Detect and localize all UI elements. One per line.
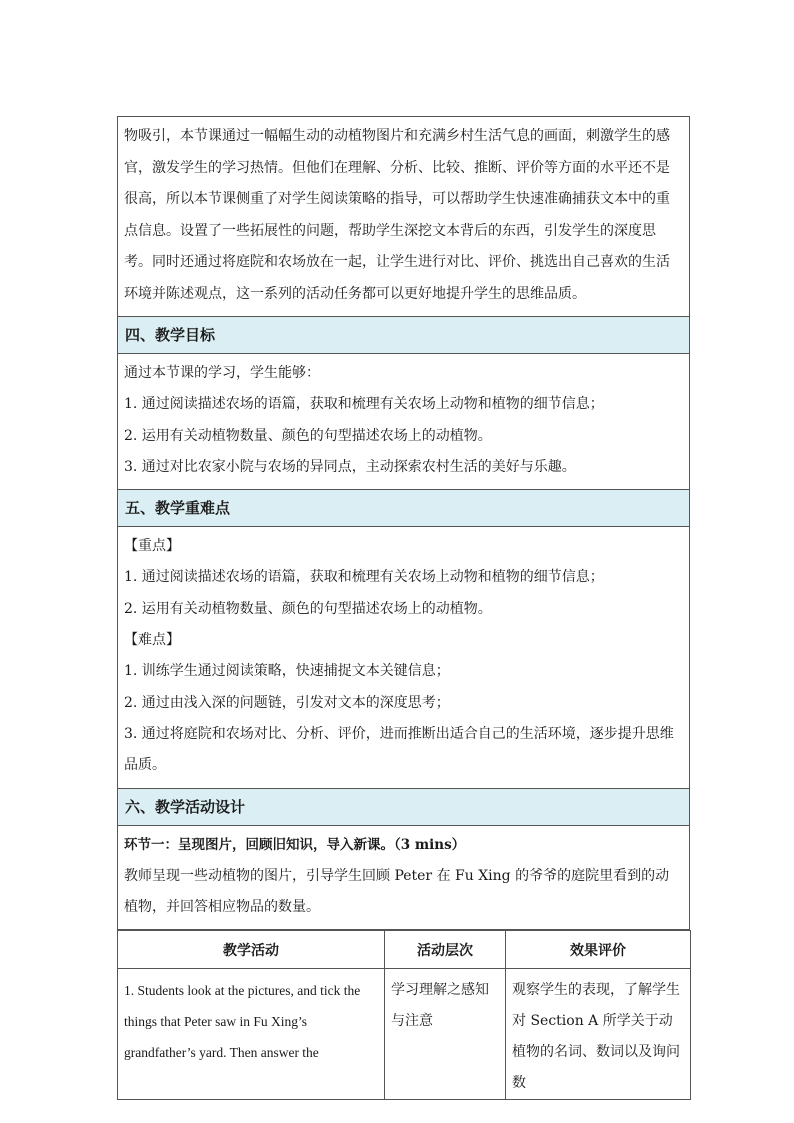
difficult-point-item: 1. 训练学生通过阅读策略，快速捕捉文本关键信息；: [124, 663, 450, 680]
activity-table: [117, 930, 691, 1100]
section4-content: [117, 354, 690, 490]
key-point-item: 1. 通过阅读描述农场的语篇，获取和梳理有关农场上动物和植物的细节信息；: [124, 569, 604, 586]
key-point-item: 2. 运用有关动植物数量、颜色的句型描述农场上的动植物。: [124, 600, 492, 617]
table-header-row: [118, 931, 691, 969]
evaluation-cell: 观察学生的表现，了解学生对 Section A 所学关于动植物的名词、数词以及询问数: [506, 969, 691, 1100]
section4-item: 3. 通过对比农家小院与农场的异同点，主动探索农村生活的美好与乐趣。: [124, 458, 576, 475]
lesson-plan-document: [117, 116, 690, 1100]
section4-item: 2. 运用有关动植物数量、颜色的句型描述农场上的动植物。: [124, 427, 492, 444]
continued-section-cell: [117, 116, 690, 317]
section4-heading: 四、教学目标: [117, 317, 690, 354]
key-points-label: 【重点】: [124, 538, 180, 555]
step-description: 教师呈现一些动植物的图片，引导学生回顾 Peter 在 Fu Xing 的爷爷的庭院里看到的动植物，并回答相应物品的数量。: [124, 867, 670, 916]
section5-heading: 五、教学重难点: [117, 490, 690, 527]
section4-item: 1. 通过阅读描述农场的语篇，获取和梳理有关农场上动物和植物的细节信息；: [124, 396, 604, 413]
section6-heading: 六、教学活动设计: [117, 789, 690, 826]
activity-cell: 1. Students look at the pictures, and tick the things that Peter saw in Fu Xing’s grandfather’s yard. Then answer the: [118, 969, 385, 1100]
header-level: 活动层次: [385, 931, 506, 969]
step-title: 环节一：呈现图片，回顾旧知识，导入新课。（3 mins）: [124, 836, 466, 853]
section6-step: [117, 826, 690, 931]
header-activity: 教学活动: [118, 931, 385, 969]
section5-content: [117, 527, 690, 788]
header-evaluation: 效果评价: [506, 931, 691, 969]
table-row: [118, 969, 691, 1100]
difficult-point-item: 2. 通过由浅入深的问题链，引发对文本的深度思考；: [124, 694, 450, 711]
difficult-points-label: 【难点】: [124, 632, 180, 649]
level-cell: 学习理解之感知与注意: [385, 969, 506, 1100]
continued-paragraph: 物吸引，本节课通过一幅幅生动的动植物图片和充满乡村生活气息的画面，刺激学生的感官，激发学生的学习热情。但他们在理解、分析、比较、推断、评价等方面的水平还不是很高，所以本节课侧重了对学生阅读策略的指导，可以帮助学生快速准确捕获文本中的重点信息。设置了一些拓展性的问题，帮助学生深挖文本背后的东西，引发学生的深度思考。同时还通过将庭院和农场放在一起，让学生进行对比、评价、挑选出自己喜欢的生活环境并陈述观点，这一系列的活动任务都可以更好地提升学生的思维品质。: [124, 128, 670, 302]
difficult-point-item: 3. 通过将庭院和农场对比、分析、评价，进而推断出适合自己的生活环境，逐步提升思维品质。: [124, 725, 674, 774]
section4-intro: 通过本节课的学习，学生能够：: [124, 365, 320, 381]
